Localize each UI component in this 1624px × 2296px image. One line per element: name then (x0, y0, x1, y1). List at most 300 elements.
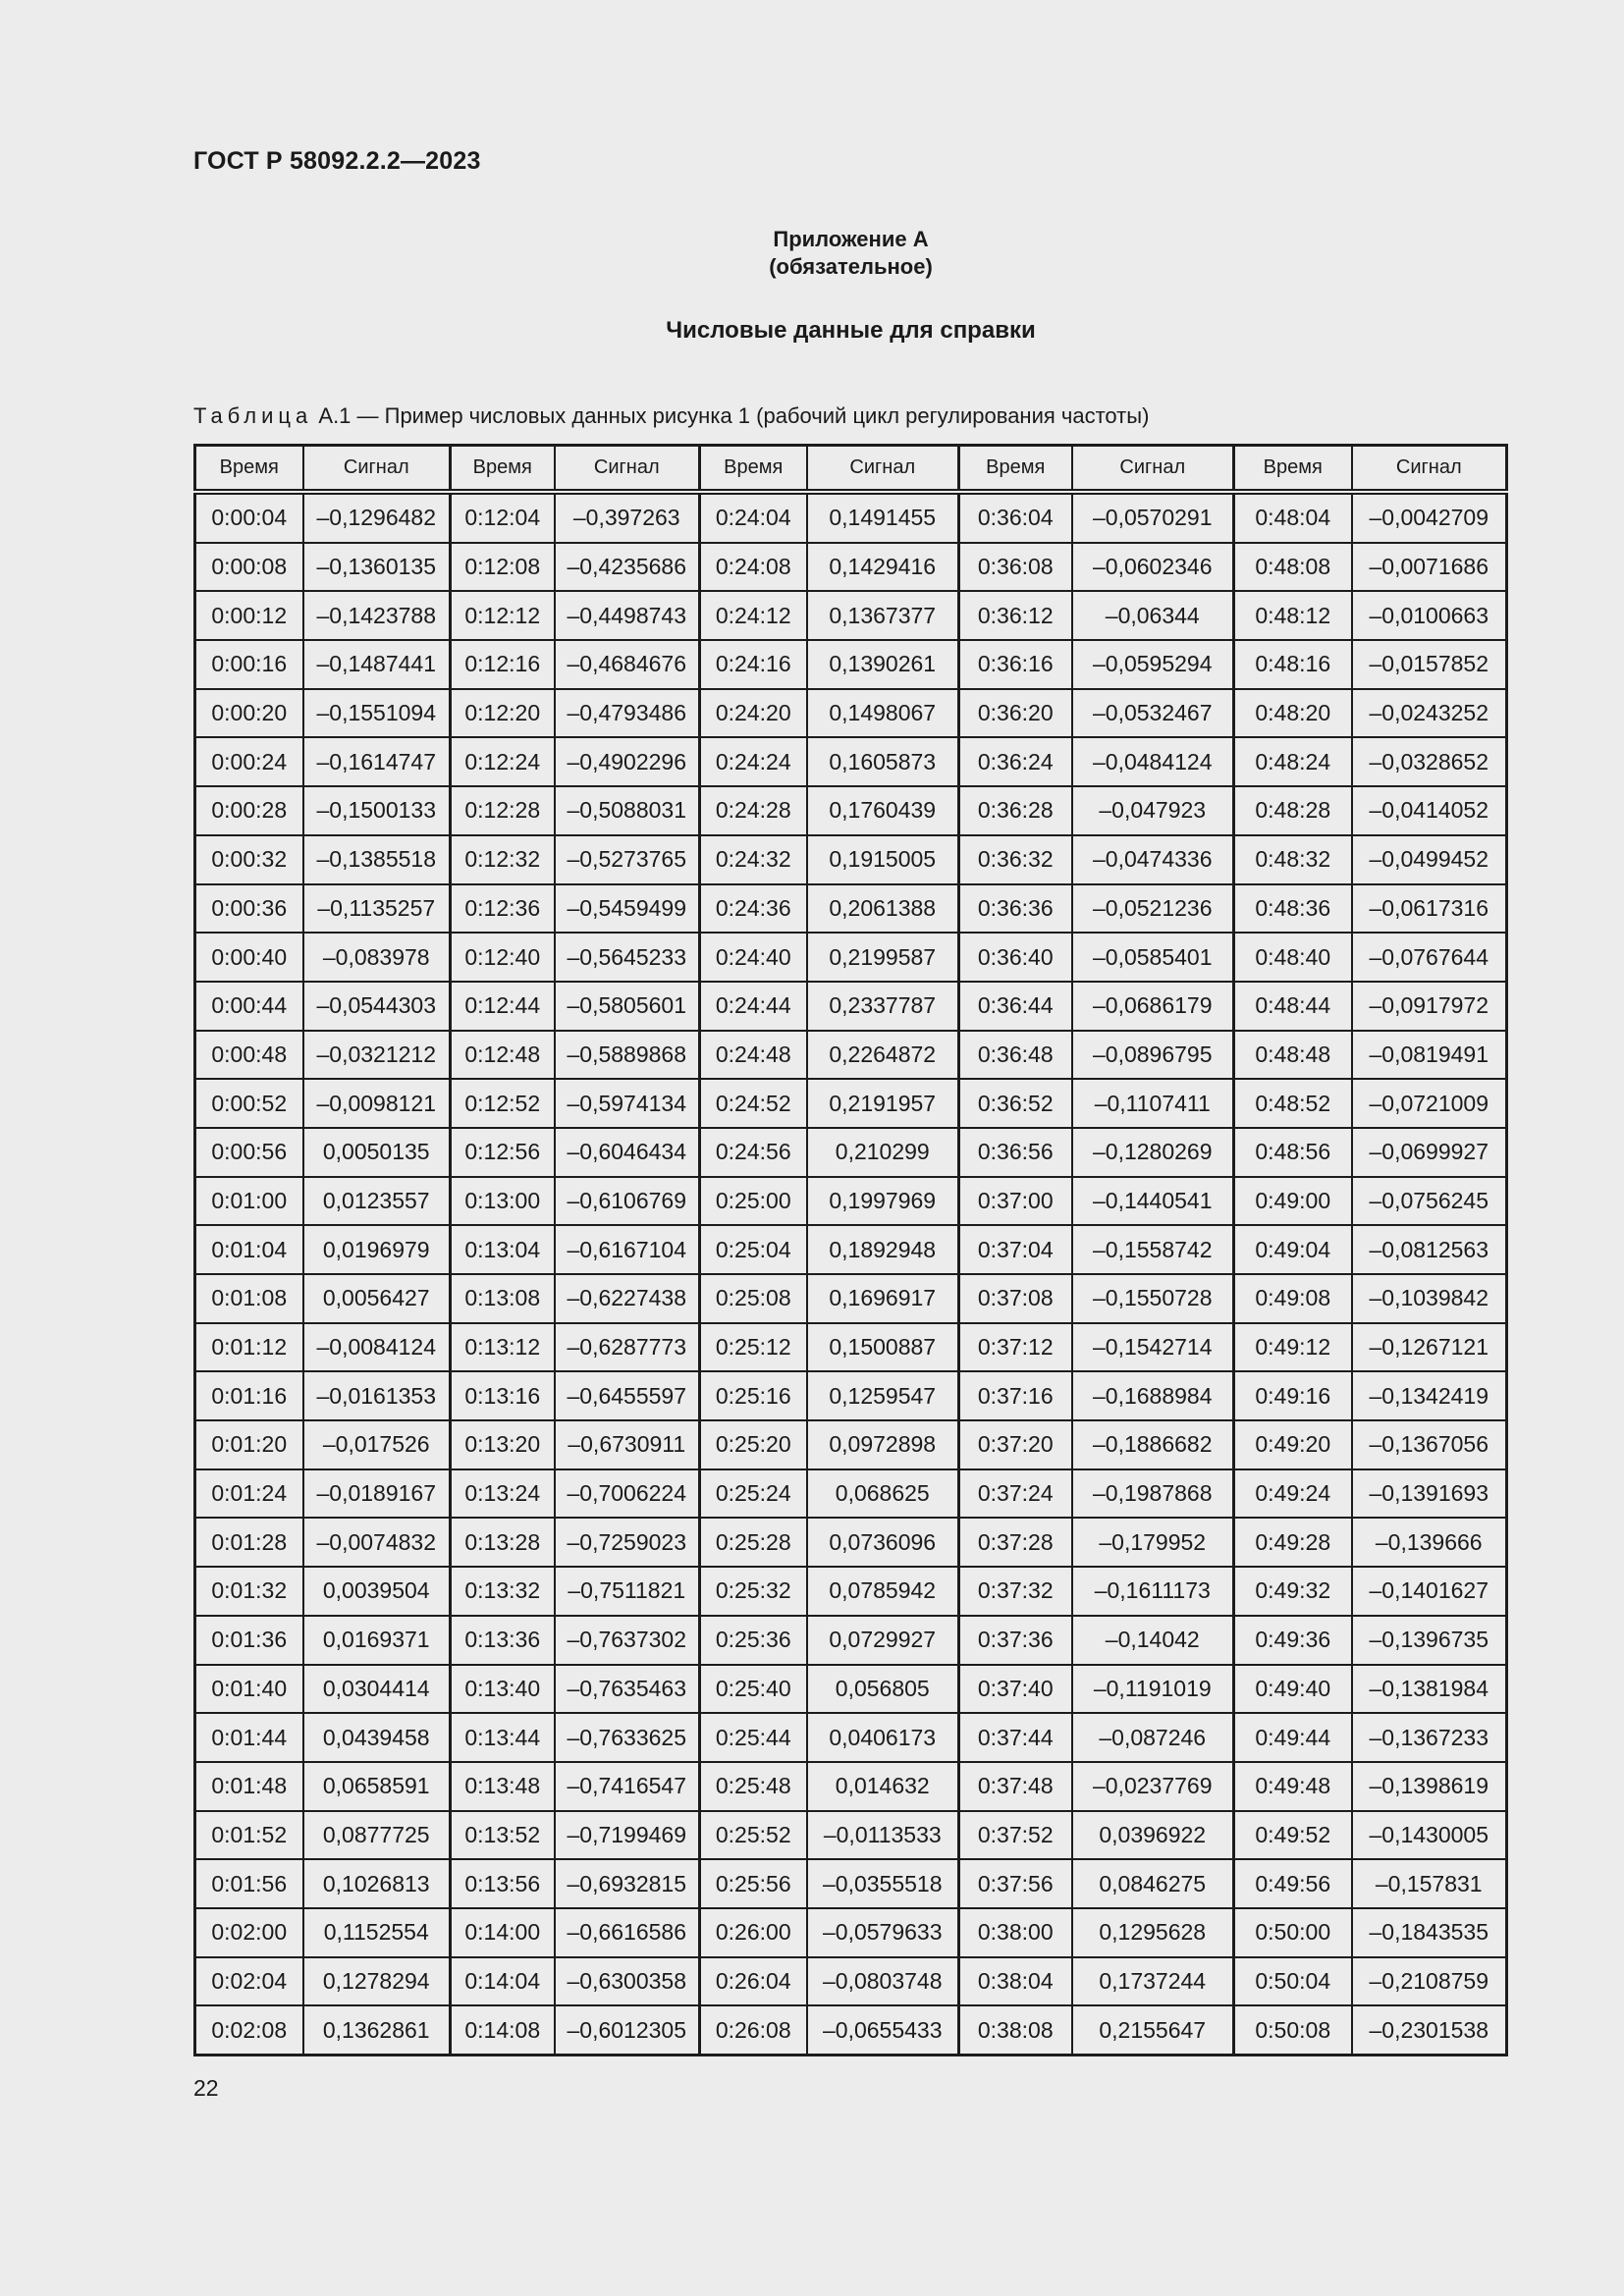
time-cell: 0:24:20 (700, 689, 807, 738)
signal-cell: –0,5645233 (555, 933, 700, 982)
time-cell: 0:49:08 (1234, 1274, 1352, 1323)
signal-cell: 0,1390261 (807, 640, 959, 689)
column-header-signal: Сигнал (303, 446, 451, 493)
time-cell: 0:13:08 (451, 1274, 555, 1323)
time-cell: 0:48:16 (1234, 640, 1352, 689)
table-row (195, 737, 1507, 786)
signal-cell: –0,1487441 (303, 640, 451, 689)
time-cell: 0:02:04 (195, 1957, 303, 2006)
table-row (195, 1323, 1507, 1372)
table-row (195, 884, 1507, 934)
signal-cell: –0,6012305 (555, 2005, 700, 2055)
signal-cell: –0,4498743 (555, 591, 700, 640)
time-cell: 0:13:04 (451, 1225, 555, 1274)
time-cell: 0:01:04 (195, 1225, 303, 1274)
signal-cell: –0,0721009 (1352, 1079, 1507, 1128)
signal-cell: 0,1259547 (807, 1371, 959, 1420)
signal-cell: –0,7199469 (555, 1811, 700, 1860)
time-cell: 0:36:52 (959, 1079, 1072, 1128)
time-cell: 0:00:16 (195, 640, 303, 689)
time-cell: 0:13:36 (451, 1616, 555, 1665)
signal-data-table (193, 444, 1508, 2056)
signal-cell: –0,0570291 (1072, 492, 1234, 543)
signal-cell: –0,1551094 (303, 689, 451, 738)
time-cell: 0:00:52 (195, 1079, 303, 1128)
signal-cell: –0,0819491 (1352, 1031, 1507, 1080)
signal-cell: –0,2108759 (1352, 1957, 1507, 2006)
signal-cell: 0,0396922 (1072, 1811, 1234, 1860)
time-cell: 0:48:12 (1234, 591, 1352, 640)
signal-cell: –0,6167104 (555, 1225, 700, 1274)
time-cell: 0:13:52 (451, 1811, 555, 1860)
signal-cell: 0,1491455 (807, 492, 959, 543)
signal-cell: –0,0113533 (807, 1811, 959, 1860)
time-cell: 0:48:24 (1234, 737, 1352, 786)
time-cell: 0:48:44 (1234, 982, 1352, 1031)
signal-cell: –0,1381984 (1352, 1665, 1507, 1714)
time-cell: 0:25:56 (700, 1859, 807, 1908)
signal-cell: 0,014632 (807, 1762, 959, 1811)
time-cell: 0:00:08 (195, 543, 303, 592)
time-cell: 0:01:12 (195, 1323, 303, 1372)
signal-cell: –0,0042709 (1352, 492, 1507, 543)
signal-cell: –0,179952 (1072, 1518, 1234, 1567)
signal-cell: –0,1423788 (303, 591, 451, 640)
time-cell: 0:37:12 (959, 1323, 1072, 1372)
signal-cell: –0,0896795 (1072, 1031, 1234, 1080)
signal-cell: –0,0917972 (1352, 982, 1507, 1031)
signal-cell: –0,1886682 (1072, 1420, 1234, 1469)
time-cell: 0:24:36 (700, 884, 807, 934)
time-cell: 0:36:44 (959, 982, 1072, 1031)
signal-cell: 0,1152554 (303, 1908, 451, 1957)
annex-title: Числовые данные для справки (666, 317, 1036, 344)
table-row (195, 543, 1507, 592)
time-cell: 0:24:40 (700, 933, 807, 982)
time-cell: 0:24:48 (700, 1031, 807, 1080)
time-cell: 0:37:48 (959, 1762, 1072, 1811)
signal-cell: –0,2301538 (1352, 2005, 1507, 2055)
signal-cell: –0,7511821 (555, 1567, 700, 1616)
signal-cell: –0,6730911 (555, 1420, 700, 1469)
signal-cell: –0,1280269 (1072, 1128, 1234, 1177)
time-cell: 0:00:32 (195, 835, 303, 884)
time-cell: 0:25:24 (700, 1469, 807, 1519)
time-cell: 0:12:24 (451, 737, 555, 786)
signal-cell: 0,0658591 (303, 1762, 451, 1811)
time-cell: 0:12:12 (451, 591, 555, 640)
time-cell: 0:24:12 (700, 591, 807, 640)
signal-cell: –0,0655433 (807, 2005, 959, 2055)
time-cell: 0:37:24 (959, 1469, 1072, 1519)
time-cell: 0:26:04 (700, 1957, 807, 2006)
time-cell: 0:50:08 (1234, 2005, 1352, 2055)
signal-cell: –0,5889868 (555, 1031, 700, 1080)
table-row (195, 1420, 1507, 1469)
signal-cell: –0,1385518 (303, 835, 451, 884)
time-cell: 0:01:08 (195, 1274, 303, 1323)
time-cell: 0:00:24 (195, 737, 303, 786)
time-cell: 0:13:28 (451, 1518, 555, 1567)
table-row (195, 1274, 1507, 1323)
column-header-signal: Сигнал (1072, 446, 1234, 493)
signal-cell: –0,0321212 (303, 1031, 451, 1080)
signal-cell: –0,5273765 (555, 835, 700, 884)
signal-cell: 0,0736096 (807, 1518, 959, 1567)
signal-cell: –0,7633625 (555, 1713, 700, 1762)
table-row (195, 591, 1507, 640)
time-cell: 0:48:20 (1234, 689, 1352, 738)
signal-cell: –0,6287773 (555, 1323, 700, 1372)
signal-cell: –0,0414052 (1352, 786, 1507, 835)
time-cell: 0:25:52 (700, 1811, 807, 1860)
time-cell: 0:49:32 (1234, 1567, 1352, 1616)
time-cell: 0:14:00 (451, 1908, 555, 1957)
time-cell: 0:12:08 (451, 543, 555, 592)
annex-label: Приложение А (773, 227, 929, 251)
time-cell: 0:36:08 (959, 543, 1072, 592)
column-header-signal: Сигнал (555, 446, 700, 493)
time-cell: 0:37:28 (959, 1518, 1072, 1567)
signal-cell: 0,0050135 (303, 1128, 451, 1177)
signal-cell: 0,2191957 (807, 1079, 959, 1128)
time-cell: 0:48:52 (1234, 1079, 1352, 1128)
signal-cell: 0,0123557 (303, 1177, 451, 1226)
time-cell: 0:37:20 (959, 1420, 1072, 1469)
time-cell: 0:37:00 (959, 1177, 1072, 1226)
time-cell: 0:25:16 (700, 1371, 807, 1420)
signal-cell: 0,1892948 (807, 1225, 959, 1274)
time-cell: 0:25:40 (700, 1665, 807, 1714)
signal-cell: 0,0972898 (807, 1420, 959, 1469)
signal-cell: –0,0474336 (1072, 835, 1234, 884)
time-cell: 0:36:28 (959, 786, 1072, 835)
time-cell: 0:36:48 (959, 1031, 1072, 1080)
time-cell: 0:00:36 (195, 884, 303, 934)
time-cell: 0:24:32 (700, 835, 807, 884)
column-header-time: Время (195, 446, 303, 493)
time-cell: 0:37:52 (959, 1811, 1072, 1860)
table-row (195, 1031, 1507, 1080)
time-cell: 0:48:36 (1234, 884, 1352, 934)
time-cell: 0:36:04 (959, 492, 1072, 543)
signal-cell: –0,14042 (1072, 1616, 1234, 1665)
table-row (195, 1859, 1507, 1908)
time-cell: 0:02:08 (195, 2005, 303, 2055)
signal-cell: 0,0729927 (807, 1616, 959, 1665)
signal-cell: –0,087246 (1072, 1713, 1234, 1762)
signal-cell: –0,0544303 (303, 982, 451, 1031)
time-cell: 0:48:56 (1234, 1128, 1352, 1177)
signal-cell: 0,1362861 (303, 2005, 451, 2055)
time-cell: 0:24:56 (700, 1128, 807, 1177)
time-cell: 0:12:32 (451, 835, 555, 884)
signal-cell: –0,157831 (1352, 1859, 1507, 1908)
time-cell: 0:48:32 (1234, 835, 1352, 884)
time-cell: 0:12:36 (451, 884, 555, 934)
time-cell: 0:25:36 (700, 1616, 807, 1665)
signal-cell: –0,0686179 (1072, 982, 1234, 1031)
time-cell: 0:01:32 (195, 1567, 303, 1616)
signal-cell: 0,0785942 (807, 1567, 959, 1616)
signal-cell: –0,0812563 (1352, 1225, 1507, 1274)
time-cell: 0:49:04 (1234, 1225, 1352, 1274)
signal-cell: 0,056805 (807, 1665, 959, 1714)
table-row (195, 982, 1507, 1031)
time-cell: 0:49:40 (1234, 1665, 1352, 1714)
time-cell: 0:00:12 (195, 591, 303, 640)
signal-cell: –0,1360135 (303, 543, 451, 592)
time-cell: 0:14:04 (451, 1957, 555, 2006)
signal-cell: 0,1367377 (807, 591, 959, 640)
time-cell: 0:25:48 (700, 1762, 807, 1811)
time-cell: 0:00:40 (195, 933, 303, 982)
page-number: 22 (193, 2075, 219, 2101)
signal-cell: –0,1039842 (1352, 1274, 1507, 1323)
time-cell: 0:01:00 (195, 1177, 303, 1226)
time-cell: 0:01:28 (195, 1518, 303, 1567)
time-cell: 0:49:00 (1234, 1177, 1352, 1226)
signal-cell: 0,1500887 (807, 1323, 959, 1372)
time-cell: 0:01:44 (195, 1713, 303, 1762)
signal-cell: 0,1997969 (807, 1177, 959, 1226)
table-row (195, 1567, 1507, 1616)
column-header-time: Время (1234, 446, 1352, 493)
time-cell: 0:13:12 (451, 1323, 555, 1372)
table-row (195, 1616, 1507, 1665)
table-caption-text: А.1 — Пример числовых данных рисунка 1 (рабочий цикл регулирования частоты) (318, 403, 1150, 428)
table-row (195, 1762, 1507, 1811)
time-cell: 0:02:00 (195, 1908, 303, 1957)
signal-cell: –0,0521236 (1072, 884, 1234, 934)
signal-cell: –0,6616586 (555, 1908, 700, 1957)
signal-cell: –0,017526 (303, 1420, 451, 1469)
column-header-time: Время (451, 446, 555, 493)
time-cell: 0:13:44 (451, 1713, 555, 1762)
table-row (195, 1811, 1507, 1860)
time-cell: 0:00:56 (195, 1128, 303, 1177)
signal-cell: –0,1401627 (1352, 1567, 1507, 1616)
time-cell: 0:50:00 (1234, 1908, 1352, 1957)
time-cell: 0:38:08 (959, 2005, 1072, 2055)
table-row (195, 1518, 1507, 1567)
time-cell: 0:12:20 (451, 689, 555, 738)
signal-cell: –0,0756245 (1352, 1177, 1507, 1226)
signal-cell: –0,1296482 (303, 492, 451, 543)
signal-cell: –0,1500133 (303, 786, 451, 835)
table-row (195, 1713, 1507, 1762)
time-cell: 0:13:56 (451, 1859, 555, 1908)
time-cell: 0:36:32 (959, 835, 1072, 884)
signal-cell: –0,0585401 (1072, 933, 1234, 982)
table-row (195, 1469, 1507, 1519)
signal-cell: –0,6455597 (555, 1371, 700, 1420)
signal-cell: 0,0877725 (303, 1811, 451, 1860)
time-cell: 0:48:40 (1234, 933, 1352, 982)
signal-cell: 0,0846275 (1072, 1859, 1234, 1908)
signal-cell: –0,1550728 (1072, 1274, 1234, 1323)
signal-cell: –0,1267121 (1352, 1323, 1507, 1372)
time-cell: 0:24:08 (700, 543, 807, 592)
time-cell: 0:36:40 (959, 933, 1072, 982)
signal-cell: –0,06344 (1072, 591, 1234, 640)
signal-cell: –0,0243252 (1352, 689, 1507, 738)
signal-cell: 0,1605873 (807, 737, 959, 786)
table-row (195, 786, 1507, 835)
table-row (195, 2005, 1507, 2055)
table-row (195, 1665, 1507, 1714)
signal-cell: 0,2337787 (807, 982, 959, 1031)
time-cell: 0:36:12 (959, 591, 1072, 640)
table-row (195, 640, 1507, 689)
signal-cell: –0,139666 (1352, 1518, 1507, 1567)
time-cell: 0:37:44 (959, 1713, 1072, 1762)
table-row (195, 1908, 1507, 1957)
time-cell: 0:49:48 (1234, 1762, 1352, 1811)
time-cell: 0:01:36 (195, 1616, 303, 1665)
time-cell: 0:12:48 (451, 1031, 555, 1080)
table-row (195, 835, 1507, 884)
signal-cell: 0,1737244 (1072, 1957, 1234, 2006)
signal-cell: –0,1987868 (1072, 1469, 1234, 1519)
time-cell: 0:01:52 (195, 1811, 303, 1860)
time-cell: 0:48:08 (1234, 543, 1352, 592)
table-row (195, 492, 1507, 543)
time-cell: 0:25:04 (700, 1225, 807, 1274)
time-cell: 0:25:12 (700, 1323, 807, 1372)
signal-cell: –0,1430005 (1352, 1811, 1507, 1860)
signal-cell: –0,7635463 (555, 1665, 700, 1714)
time-cell: 0:13:16 (451, 1371, 555, 1420)
signal-cell: –0,5088031 (555, 786, 700, 835)
time-cell: 0:36:20 (959, 689, 1072, 738)
time-cell: 0:36:24 (959, 737, 1072, 786)
time-cell: 0:01:48 (195, 1762, 303, 1811)
time-cell: 0:26:08 (700, 2005, 807, 2055)
time-cell: 0:01:40 (195, 1665, 303, 1714)
time-cell: 0:00:20 (195, 689, 303, 738)
signal-cell: 0,1026813 (303, 1859, 451, 1908)
time-cell: 0:25:32 (700, 1567, 807, 1616)
signal-cell: –0,0699927 (1352, 1128, 1507, 1177)
signal-cell: –0,0098121 (303, 1079, 451, 1128)
signal-cell: –0,4793486 (555, 689, 700, 738)
signal-cell: 0,0304414 (303, 1665, 451, 1714)
time-cell: 0:13:48 (451, 1762, 555, 1811)
table-caption-prefix: Таблица (193, 403, 313, 428)
time-cell: 0:14:08 (451, 2005, 555, 2055)
time-cell: 0:49:16 (1234, 1371, 1352, 1420)
signal-cell: –0,5974134 (555, 1079, 700, 1128)
column-header-signal: Сигнал (1352, 446, 1507, 493)
signal-cell: –0,0189167 (303, 1469, 451, 1519)
signal-cell: –0,1843535 (1352, 1908, 1507, 1957)
signal-cell: 0,0169371 (303, 1616, 451, 1665)
time-cell: 0:24:16 (700, 640, 807, 689)
signal-cell: 0,1278294 (303, 1957, 451, 2006)
table-caption (193, 403, 1149, 429)
time-cell: 0:36:36 (959, 884, 1072, 934)
time-cell: 0:12:16 (451, 640, 555, 689)
signal-cell: –0,5459499 (555, 884, 700, 934)
time-cell: 0:38:00 (959, 1908, 1072, 1957)
signal-cell: –0,0071686 (1352, 543, 1507, 592)
time-cell: 0:25:08 (700, 1274, 807, 1323)
signal-cell: –0,6046434 (555, 1128, 700, 1177)
annex-heading (0, 226, 1624, 281)
time-cell: 0:13:00 (451, 1177, 555, 1226)
signal-cell: 0,2155647 (1072, 2005, 1234, 2055)
time-cell: 0:00:48 (195, 1031, 303, 1080)
time-cell: 0:00:28 (195, 786, 303, 835)
time-cell: 0:13:24 (451, 1469, 555, 1519)
time-cell: 0:13:40 (451, 1665, 555, 1714)
time-cell: 0:13:32 (451, 1567, 555, 1616)
time-cell: 0:37:08 (959, 1274, 1072, 1323)
signal-cell: –0,4902296 (555, 737, 700, 786)
time-cell: 0:49:52 (1234, 1811, 1352, 1860)
signal-cell: –0,6932815 (555, 1859, 700, 1908)
time-cell: 0:48:04 (1234, 492, 1352, 543)
time-cell: 0:13:20 (451, 1420, 555, 1469)
signal-cell: –0,1367056 (1352, 1420, 1507, 1469)
signal-cell: –0,083978 (303, 933, 451, 982)
time-cell: 0:01:16 (195, 1371, 303, 1420)
signal-cell: –0,6227438 (555, 1274, 700, 1323)
signal-cell: 0,0439458 (303, 1713, 451, 1762)
time-cell: 0:24:44 (700, 982, 807, 1031)
table-row (195, 1177, 1507, 1226)
time-cell: 0:49:12 (1234, 1323, 1352, 1372)
time-cell: 0:12:44 (451, 982, 555, 1031)
signal-cell: –0,1398619 (1352, 1762, 1507, 1811)
signal-cell: –0,6106769 (555, 1177, 700, 1226)
signal-cell: 0,0196979 (303, 1225, 451, 1274)
document-code: ГОСТ Р 58092.2.2—2023 (193, 147, 481, 175)
signal-cell: –0,1342419 (1352, 1371, 1507, 1420)
time-cell: 0:49:20 (1234, 1420, 1352, 1469)
signal-cell: 0,1915005 (807, 835, 959, 884)
table-row (195, 933, 1507, 982)
time-cell: 0:25:44 (700, 1713, 807, 1762)
time-cell: 0:00:44 (195, 982, 303, 1031)
signal-cell: 0,210299 (807, 1128, 959, 1177)
time-cell: 0:37:04 (959, 1225, 1072, 1274)
signal-cell: 0,068625 (807, 1469, 959, 1519)
signal-cell: –0,7637302 (555, 1616, 700, 1665)
signal-cell: 0,0039504 (303, 1567, 451, 1616)
signal-cell: –0,0579633 (807, 1908, 959, 1957)
signal-cell: –0,0484124 (1072, 737, 1234, 786)
time-cell: 0:00:04 (195, 492, 303, 543)
signal-cell: –0,0595294 (1072, 640, 1234, 689)
time-cell: 0:49:28 (1234, 1518, 1352, 1567)
signal-cell: –0,397263 (555, 492, 700, 543)
time-cell: 0:36:56 (959, 1128, 1072, 1177)
time-cell: 0:12:52 (451, 1079, 555, 1128)
signal-cell: 0,0406173 (807, 1713, 959, 1762)
time-cell: 0:12:04 (451, 492, 555, 543)
column-header-time: Время (959, 446, 1072, 493)
signal-cell: –0,0767644 (1352, 933, 1507, 982)
signal-cell: –0,0803748 (807, 1957, 959, 2006)
signal-cell: –0,1611173 (1072, 1567, 1234, 1616)
signal-cell: 0,2061388 (807, 884, 959, 934)
time-cell: 0:24:28 (700, 786, 807, 835)
signal-cell: 0,2264872 (807, 1031, 959, 1080)
time-cell: 0:50:04 (1234, 1957, 1352, 2006)
signal-cell: –0,0084124 (303, 1323, 451, 1372)
